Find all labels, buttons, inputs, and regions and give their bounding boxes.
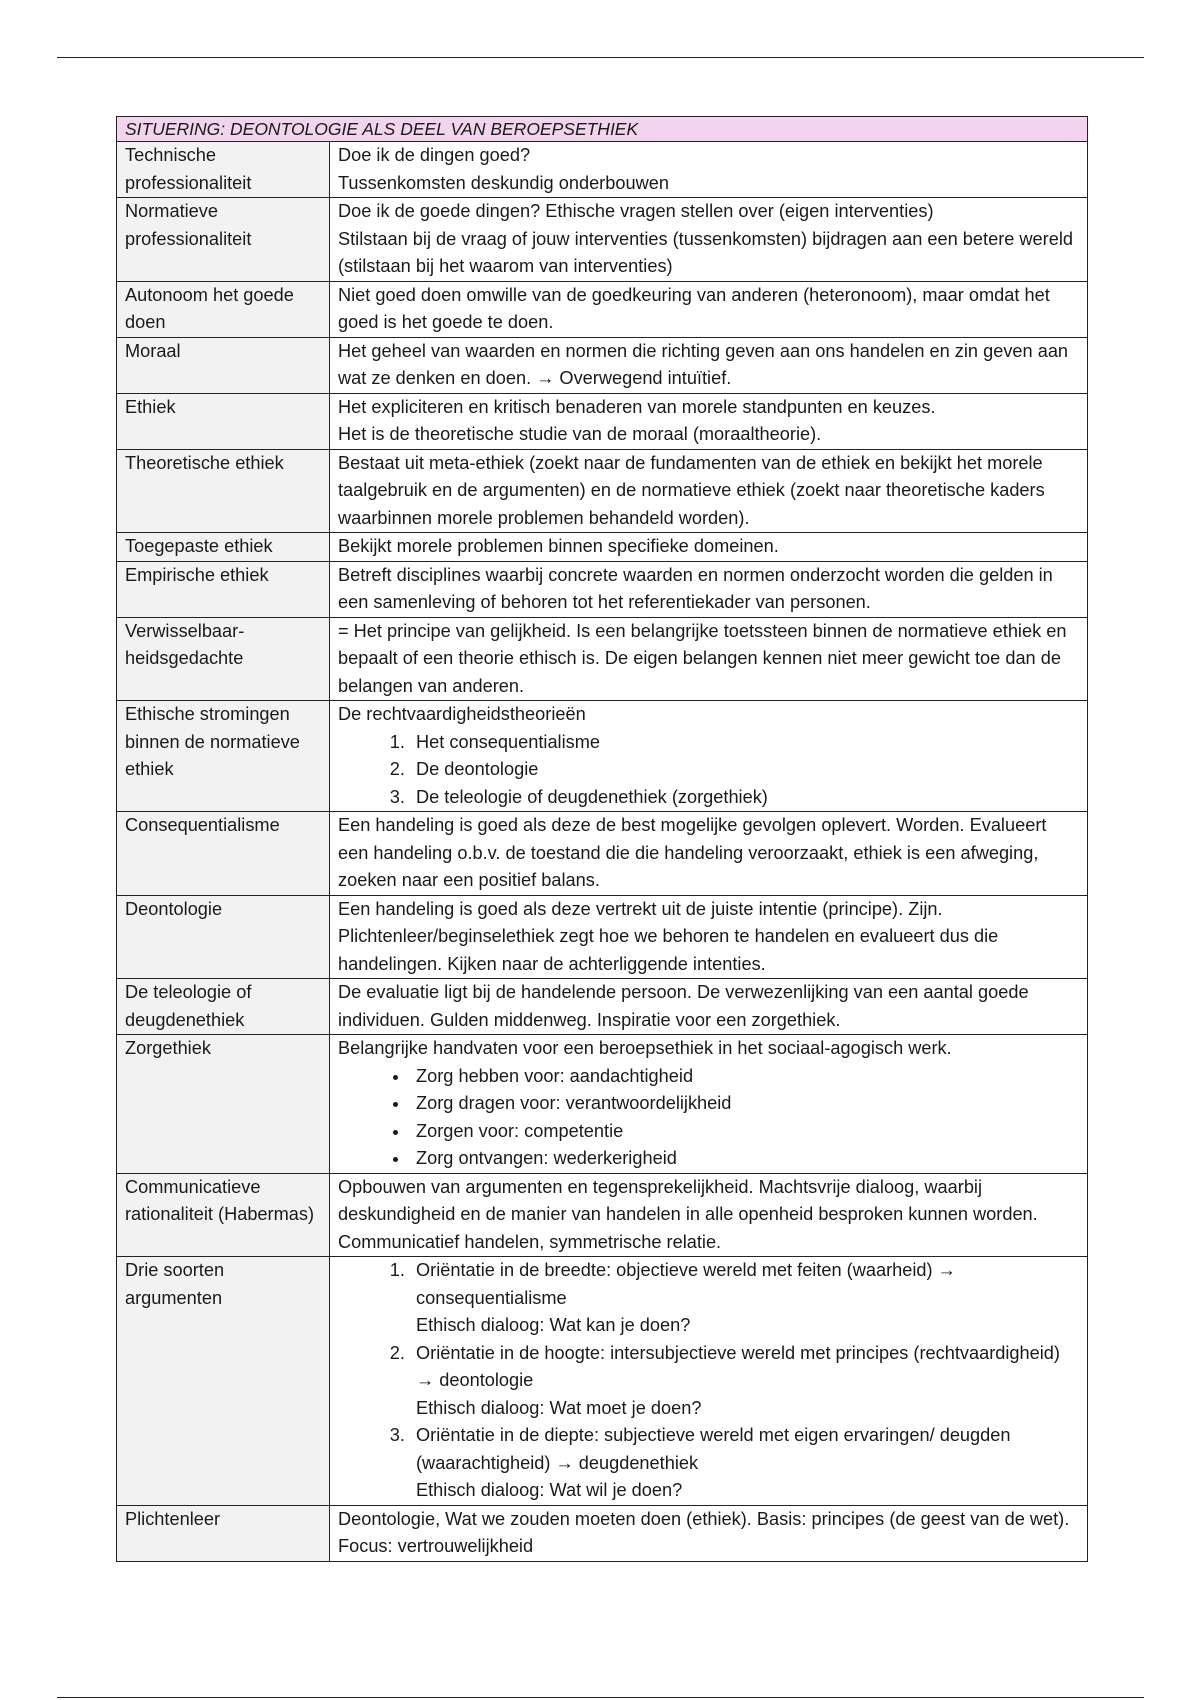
term-cell: Ethiek	[117, 393, 330, 449]
term-cell: Theoretische ethiek	[117, 449, 330, 533]
table-row	[117, 561, 1088, 617]
definition-line: Een handeling is goed als deze de best mogelijke gevolgen oplevert. Worden. Evalueert een handeling o.b.v. de toestand die die handeling veroorzaakt, ethiek is een afweging, zoeken naar een positief balans.	[338, 815, 1047, 890]
argument-main: Oriëntatie in de hoogte: intersubjectieve wereld met principes (rechtvaardigheid) → deontologie	[416, 1342, 1060, 1390]
term-cell: Consequentialisme	[117, 812, 330, 896]
term-cell: Toegepaste ethiek	[117, 533, 330, 562]
table-row	[117, 895, 1088, 979]
definition-intro: De rechtvaardigheidstheorieën	[338, 704, 586, 724]
term-cell: Autonoom het goede doen	[117, 281, 330, 337]
definition-line: Het is de theoretische studie van de moraal (moraaltheorie).	[338, 424, 822, 444]
numbered-list	[338, 729, 1079, 812]
definition-cell	[330, 142, 1088, 198]
page-bottom-rule	[57, 1697, 1144, 1698]
table-row	[117, 1173, 1088, 1257]
definition-cell	[330, 337, 1088, 393]
definition-line: Doe ik de goede dingen? Ethische vragen stellen over (eigen interventies)	[338, 201, 934, 221]
term-cell: Moraal	[117, 337, 330, 393]
table-row	[117, 812, 1088, 896]
definition-line: Bekijkt morele problemen binnen specifieke domeinen.	[338, 536, 779, 556]
term-cell: Communicatieve rationaliteit (Habermas)	[117, 1173, 330, 1257]
definition-cell	[330, 617, 1088, 701]
definition-cell	[330, 393, 1088, 449]
definition-line: Doe ik de dingen goed?	[338, 145, 531, 165]
definition-line: Niet goed doen omwille van de goedkeuring van anderen (heteronoom), maar omdat het goed is het goede te doen.	[338, 284, 1050, 332]
definition-cell	[330, 1173, 1088, 1257]
page-top-rule	[57, 57, 1144, 58]
definition-cell	[330, 561, 1088, 617]
table-row	[117, 281, 1088, 337]
argument-main: Oriëntatie in de breedte: objectieve wereld met feiten (waarheid) → consequentialisme	[416, 1260, 956, 1308]
definition-line: = Het principe van gelijkheid. Is een belangrijke toetssteen binnen de normatieve ethiek en bepaalt of een theorie ethisch is. De eigen belangen kennen niet meer gewicht toe dan de belangen van anderen.	[338, 620, 1067, 696]
list-item: 1. Het consequentialisme	[410, 729, 1079, 757]
term-cell: Deontologie	[117, 895, 330, 979]
argument-main: Oriëntatie in de diepte: subjectieve wereld met eigen ervaringen/ deugden (waarachtigheid) → deugdenethiek	[416, 1425, 1011, 1473]
numbered-list	[338, 1257, 1079, 1505]
argument-dialogue: Ethisch dialoog: Wat moet je doen?	[416, 1397, 702, 1418]
definition-intro: Belangrijke handvaten voor een beroepsethiek in het sociaal-agogisch werk.	[338, 1038, 952, 1058]
definition-line: Betreft disciplines waarbij concrete waarden en normen onderzocht worden die gelden in een samenleving of behoren tot het referentiekader van personen.	[338, 564, 1053, 612]
table-header: SITUERING: DEONTOLOGIE ALS DEEL VAN BEROEPSETHIEK	[117, 117, 1088, 142]
table-header-row	[117, 117, 1088, 142]
list-item	[410, 1422, 1079, 1505]
table-row	[117, 533, 1088, 562]
table-row	[117, 337, 1088, 393]
definition-cell	[330, 533, 1088, 562]
term-cell: Technische professionaliteit	[117, 142, 330, 198]
table-row	[117, 449, 1088, 533]
term-cell: Drie soorten argumenten	[117, 1257, 330, 1506]
list-item	[410, 1340, 1079, 1423]
table-row	[117, 1257, 1088, 1506]
table-row	[117, 979, 1088, 1035]
list-item: • Zorg dragen voor: verantwoordelijkheid	[410, 1090, 1079, 1118]
table-row	[117, 617, 1088, 701]
definition-line: Deontologie, Wat we zouden moeten doen (ethiek). Basis: principes (de geest van de wet). Focus: vertrouwelijkheid	[338, 1508, 1070, 1556]
definition-cell	[330, 281, 1088, 337]
term-cell: Plichtenleer	[117, 1505, 330, 1561]
definition-cell	[330, 895, 1088, 979]
definition-line: Tussenkomsten deskundig onderbouwen	[338, 172, 669, 193]
term-cell: Verwisselbaar-heidsgedachte	[117, 617, 330, 701]
table-row	[117, 393, 1088, 449]
list-item: • Zorgen voor: competentie	[410, 1118, 1079, 1146]
glossary-table	[116, 116, 1088, 1562]
definition-line: Bestaat uit meta-ethiek (zoekt naar de fundamenten van de ethiek en bekijkt het morele taalgebruik en de argumenten) en de normatieve ethiek (zoekt naar theoretische kaders waarbinnen morele problemen behandeld worden).	[338, 452, 1045, 528]
definition-cell	[330, 198, 1088, 282]
argument-dialogue: Ethisch dialoog: Wat kan je doen?	[416, 1315, 691, 1335]
list-item: 2. De deontologie	[410, 756, 1079, 784]
table-row	[117, 1035, 1088, 1174]
table-row	[117, 198, 1088, 282]
definition-line: De evaluatie ligt bij de handelende persoon. De verwezenlijking van een aantal goede individuen. Gulden middenweg. Inspiratie voor een zorgethiek.	[338, 982, 1029, 1030]
definition-cell	[330, 1035, 1088, 1174]
term-cell: De teleologie of deugdenethiek	[117, 979, 330, 1035]
list-item: • Zorg hebben voor: aandachtigheid	[410, 1063, 1079, 1091]
definition-line: Opbouwen van argumenten en tegensprekelijkheid. Machtsvrije dialoog, waarbij deskundigheid en de manier van handelen in alle openheid besproken kunnen worden. Communicatief handelen, symmetrische relatie.	[338, 1176, 1038, 1252]
definition-line: Het expliciteren en kritisch benaderen van morele standpunten en keuzes.	[338, 396, 936, 417]
table-row	[117, 142, 1088, 198]
list-item: 3. De teleologie of deugdenethiek (zorgethiek)	[410, 784, 1079, 812]
term-cell: Zorgethiek	[117, 1035, 330, 1174]
definition-cell	[330, 1505, 1088, 1561]
term-cell: Ethische stromingen binnen de normatieve ethiek	[117, 701, 330, 812]
term-cell: Empirische ethiek	[117, 561, 330, 617]
definition-cell	[330, 979, 1088, 1035]
definition-cell	[330, 701, 1088, 812]
definition-line: Een handeling is goed als deze vertrekt uit de juiste intentie (principe). Zijn. Plichtenleer/beginselethiek zegt hoe we behoren te handelen en evalueert dus die handelingen. Kijken naar de achterliggende intenties.	[338, 898, 999, 974]
definition-cell	[330, 1257, 1088, 1506]
term-cell: Normatieve professionaliteit	[117, 198, 330, 282]
argument-dialogue: Ethisch dialoog: Wat wil je doen?	[416, 1480, 683, 1500]
definition-cell	[330, 449, 1088, 533]
list-item	[410, 1257, 1079, 1340]
list-item: • Zorg ontvangen: wederkerigheid	[410, 1145, 1079, 1173]
table-row	[117, 701, 1088, 812]
table-row	[117, 1505, 1088, 1561]
bullet-list	[338, 1063, 1079, 1173]
definition-line: Stilstaan bij de vraag of jouw interventies (tussenkomsten) bijdragen aan een betere wereld (stilstaan bij het waarom van interventies)	[338, 228, 1073, 276]
definition-cell	[330, 812, 1088, 896]
definition-line: Het geheel van waarden en normen die richting geven aan ons handelen en zin geven aan wat ze denken en doen. → Overwegend intuïtief.	[338, 340, 1069, 388]
